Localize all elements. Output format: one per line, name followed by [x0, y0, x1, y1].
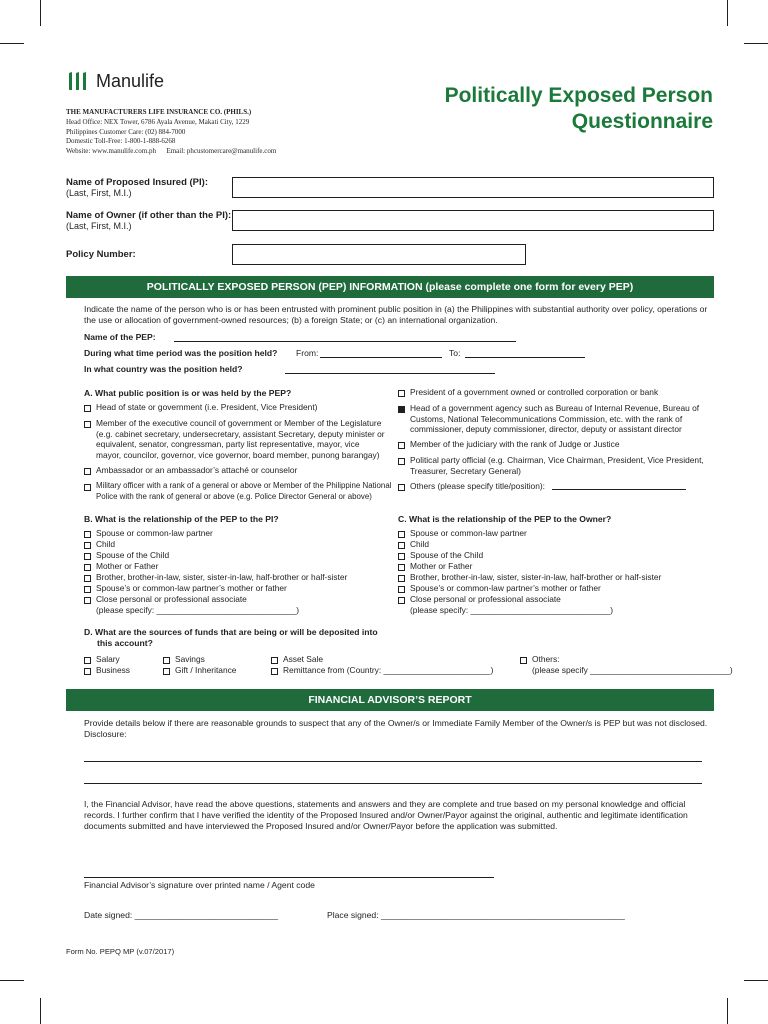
- policy-label: Policy Number:: [66, 249, 136, 260]
- qa-military-checkbox[interactable]: [84, 484, 91, 491]
- fa-disclosure-label: Disclosure:: [84, 729, 127, 739]
- question-b-title: B. What is the relationship of the PEP to the PI?: [84, 514, 279, 524]
- country-input[interactable]: [285, 373, 495, 374]
- qa-option-text: Ambassador or an ambassador’s attaché or counselor: [96, 465, 298, 475]
- crop-mark: [744, 980, 768, 981]
- qb-specify-text[interactable]: (please specify: ______________________________): [96, 605, 300, 615]
- owner-label-group: [66, 210, 231, 232]
- qd-others-specify[interactable]: (please specify ______________________________): [532, 665, 733, 675]
- qb-option-text: Spouse’s or common-law partner’s mother or father: [96, 583, 287, 593]
- fa-section-header: FINANCIAL ADVISOR’S REPORT: [66, 689, 714, 711]
- owner-sublabel: (Last, First, M.I.): [66, 221, 132, 231]
- qa-executive-council-checkbox[interactable]: [84, 421, 91, 428]
- insured-sublabel: (Last, First, M.I.): [66, 188, 132, 198]
- fa-certification: I, the Financial Advisor, have read the above questions, statements and answers and they are complete and true based on my personal knowledge and official records. I further confirm that I have verified the identity of the Proposed Insured and/or Owner/Payor against the original, authentic and legitimate identification documents submitted and have interviewed the Proposed Insured and/or Owner/Payor before the application was submitted.: [84, 799, 688, 831]
- qa-party-official-checkbox[interactable]: [398, 458, 405, 465]
- logo-text: Manulife: [96, 70, 165, 91]
- manulife-logo: [67, 70, 164, 92]
- company-tollfree: Domestic Toll-Free: 1-800-1-888-6268: [66, 137, 176, 146]
- company-name: THE MANUFACTURERS LIFE INSURANCE CO. (PHILS.): [66, 108, 252, 116]
- qd-business-label: Business: [96, 665, 130, 675]
- qa-option-text: Others (please specify title/position):: [410, 481, 545, 491]
- from-label: From:: [296, 348, 319, 358]
- pep-name-input[interactable]: [174, 341, 516, 342]
- qd-savings-checkbox[interactable]: [163, 657, 170, 664]
- owner-name-field[interactable]: [232, 210, 714, 231]
- period-label: During what time period was the position held?: [84, 348, 278, 358]
- pep-name-row: [84, 332, 156, 343]
- qa-agency-head-checkbox[interactable]: [398, 406, 405, 413]
- crop-mark: [40, 998, 41, 1024]
- qc-specify-text[interactable]: (please specify: ______________________________): [410, 605, 614, 615]
- qd-asset-sale-label: Asset Sale: [283, 654, 324, 664]
- pep-intro: Indicate the name of the person who is or has been entrusted with prominent public position in (a) the Philippines with substantial authority over policy, operations or the use or allocation of government-owned resources; (b) a foreign State; or (c) an international organization.: [84, 304, 708, 325]
- qa-option-text: Member of the executive council of government or Member of the Legislature (e.g. cabinet secretary, undersecretary, assistant Secretary, deputy minister or equivalent, senator, congressman, party list representative, mayor, vice mayor, councilor, governor, vice governor, board member, punong barangay): [96, 418, 385, 460]
- qb-associate-checkbox[interactable]: [84, 597, 91, 604]
- crop-mark: [727, 0, 728, 26]
- company-info: [66, 108, 276, 157]
- fa-disclosure-line-2[interactable]: [84, 783, 702, 784]
- qc-option-text: Close personal or professional associate: [410, 594, 561, 604]
- qb-option-text: Spouse of the Child: [96, 550, 170, 560]
- fa-signature-label: Financial Advisor’s signature over printed name / Agent code: [84, 880, 315, 890]
- qd-gift-label: Gift / Inheritance: [175, 665, 237, 675]
- company-care: Philippines Customer Care: (02) 884-7000: [66, 127, 186, 136]
- manulife-mark-icon: [67, 71, 89, 91]
- qa-option-text: Head of a government agency such as Bureau of Internal Revenue, Bureau of Customs, National Telecommunications Commission, etc. with the rank of commissioner, deputy commissioner, director, deputy or assistant director: [410, 403, 700, 435]
- question-d-title-line2: this account?: [97, 638, 153, 648]
- crop-mark: [744, 43, 768, 44]
- fa-signature-line[interactable]: [84, 877, 494, 878]
- qa-option-text: Head of state or government (i.e. President, Vice President): [96, 402, 318, 412]
- question-a-title: A. What public position is or was held by the PEP?: [84, 388, 292, 398]
- qd-savings-label: Savings: [175, 654, 205, 664]
- qc-spouse-checkbox[interactable]: [398, 531, 405, 538]
- question-d-title-line1: D. What are the sources of funds that are being or will be deposited into: [84, 627, 378, 637]
- qb-option-text: Mother or Father: [96, 561, 159, 571]
- qb-option-text: Brother, brother-in-law, sister, sister-in-law, half-brother or half-sister: [96, 572, 348, 582]
- qd-remittance-label: Remittance from (Country: _______________________): [283, 665, 494, 675]
- company-address: Head Office: NEX Tower, 6786 Ayala Avenue, Makati City, 1229: [66, 117, 250, 126]
- crop-mark: [0, 43, 24, 44]
- owner-label: Name of Owner (if other than the PI):: [66, 210, 232, 221]
- insured-label: Name of Proposed Insured (PI):: [66, 177, 208, 188]
- question-c-title: C. What is the relationship of the PEP to the Owner?: [398, 514, 612, 524]
- qb-spouse-child-checkbox[interactable]: [84, 553, 91, 560]
- qc-option-text: Child: [410, 539, 430, 549]
- qa-others-checkbox[interactable]: [398, 484, 405, 491]
- qb-child-checkbox[interactable]: [84, 542, 91, 549]
- qb-inlaw-parent-checkbox[interactable]: [84, 586, 91, 593]
- insured-name-field[interactable]: [232, 177, 714, 198]
- qa-ambassador-checkbox[interactable]: [84, 468, 91, 475]
- fa-date-signed[interactable]: Date signed: ______________________________: [84, 910, 279, 920]
- crop-mark: [40, 0, 41, 26]
- to-input[interactable]: [465, 357, 585, 358]
- qa-judiciary-checkbox[interactable]: [398, 442, 405, 449]
- crop-mark: [0, 980, 24, 981]
- form-number: Form No. PEPQ MP (v.07/2017): [66, 947, 175, 956]
- qb-sibling-checkbox[interactable]: [84, 575, 91, 582]
- page-title: [445, 83, 713, 135]
- qc-option-text: Spouse of the Child: [410, 550, 484, 560]
- fa-place-signed[interactable]: Place signed: ___________________________________________________: [327, 910, 625, 920]
- qd-salary-checkbox[interactable]: [84, 657, 91, 664]
- qb-option-text: Close personal or professional associate: [96, 594, 247, 604]
- qa-option-text: President of a government owned or controlled corporation or bank: [410, 387, 659, 397]
- qc-option-text: Spouse or common-law partner: [410, 528, 527, 538]
- to-label: To:: [449, 348, 461, 358]
- qc-option-text: Mother or Father: [410, 561, 473, 571]
- title-line-2: Questionnaire: [571, 110, 713, 133]
- qc-associate-checkbox[interactable]: [398, 597, 405, 604]
- qc-child-checkbox[interactable]: [398, 542, 405, 549]
- fa-intro: Provide details below if there are reasonable grounds to suspect that any of the Owner/s or Immediate Family Member of the Owner/s is PEP but was not disclosed.: [84, 718, 708, 728]
- qc-sibling-checkbox[interactable]: [398, 575, 405, 582]
- qa-option-text: Member of the judiciary with the rank of Judge or Justice: [410, 439, 620, 449]
- qd-asset-sale-checkbox[interactable]: [271, 657, 278, 664]
- fa-disclosure-line-1[interactable]: [84, 761, 702, 762]
- qc-option-text: Spouse’s or common-law partner’s mother or father: [410, 583, 601, 593]
- qc-inlaw-parent-checkbox[interactable]: [398, 586, 405, 593]
- qd-business-checkbox[interactable]: [84, 668, 91, 675]
- company-website: Website: www.manulife.com.ph Email: phcustomercare@manulife.com: [66, 147, 277, 156]
- crop-mark: [727, 998, 728, 1024]
- question-d-title: [84, 627, 378, 649]
- qd-others-checkbox[interactable]: [520, 657, 527, 664]
- pep-name-label: Name of the PEP:: [84, 332, 156, 342]
- from-input[interactable]: [320, 357, 442, 358]
- qa-head-of-state-checkbox[interactable]: [84, 405, 91, 412]
- qc-spouse-child-checkbox[interactable]: [398, 553, 405, 560]
- qd-remittance-checkbox[interactable]: [271, 668, 278, 675]
- qd-salary-label: Salary: [96, 654, 120, 664]
- qc-parent-checkbox[interactable]: [398, 564, 405, 571]
- insured-label-group: [66, 177, 208, 199]
- title-line-1: Politically Exposed Person: [444, 84, 713, 107]
- pep-section-header: POLITICALLY EXPOSED PERSON (PEP) INFORMATION (please complete one form for every PEP): [66, 276, 714, 298]
- country-label: In what country was the position held?: [84, 364, 243, 374]
- qd-gift-checkbox[interactable]: [163, 668, 170, 675]
- qa-option-text: Military officer with a rank of a general or above or Member of the Philippine National Police with the rank of general or above (e.g. Police Director General or above): [96, 481, 392, 501]
- policy-number-field[interactable]: [232, 244, 526, 265]
- qa-others-input[interactable]: [552, 489, 686, 490]
- qa-option-text: Political party official (e.g. Chairman, Vice Chairman, President, Vice President, Treasurer, Secretary General): [410, 455, 704, 476]
- qb-parent-checkbox[interactable]: [84, 564, 91, 571]
- qb-option-text: Child: [96, 539, 116, 549]
- qb-spouse-checkbox[interactable]: [84, 531, 91, 538]
- qa-gocc-president-checkbox[interactable]: [398, 390, 405, 397]
- qd-others-label: Others:: [532, 654, 560, 664]
- qc-option-text: Brother, brother-in-law, sister, sister-in-law, half-brother or half-sister: [410, 572, 662, 582]
- qb-option-text: Spouse or common-law partner: [96, 528, 213, 538]
